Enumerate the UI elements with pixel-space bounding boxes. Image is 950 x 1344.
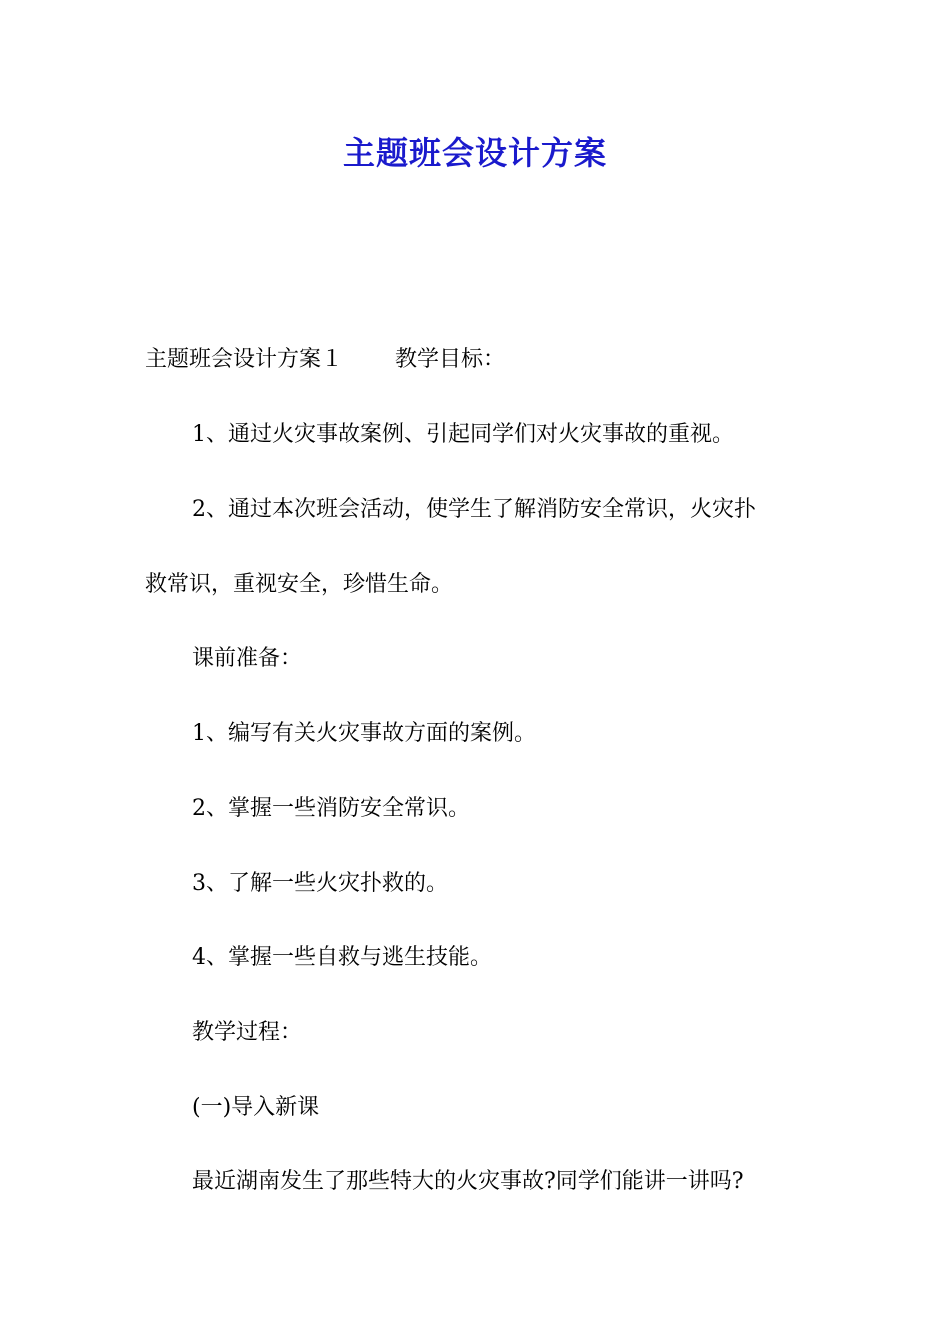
paragraph-goal-2-continued: 救常识，重视安全，珍惜生命。: [145, 572, 454, 597]
paragraph-prep-2: 2、掌握一些消防安全常识。: [192, 796, 470, 821]
heading-introduction: (一)导入新课: [192, 1095, 320, 1120]
intro-label: 主题班会设计方案１: [145, 347, 344, 372]
paragraph-prep-1: 1、编写有关火灾事故方面的案例。: [192, 721, 536, 746]
heading-process: 教学过程：: [192, 1020, 303, 1045]
heading-preparation: 课前准备：: [192, 646, 303, 671]
paragraph-prep-3: 3、了解一些火灾扑救的。: [192, 871, 448, 896]
paragraph-goal-1: 1、通过火灾事故案例、引起同学们对火灾事故的重视。: [192, 422, 734, 447]
paragraph-goal-2: 2、通过本次班会活动，使学生了解消防安全常识，火灾扑: [192, 497, 756, 522]
paragraph-question: 最近湖南发生了那些特大的火灾事故?同学们能讲一讲吗?: [192, 1169, 744, 1194]
intro-heading: 教学目标：: [395, 347, 506, 372]
intro-line: [145, 345, 825, 375]
page-title: 主题班会设计方案: [342, 134, 607, 172]
paragraph-prep-4: 4、掌握一些自救与逃生技能。: [192, 945, 492, 970]
